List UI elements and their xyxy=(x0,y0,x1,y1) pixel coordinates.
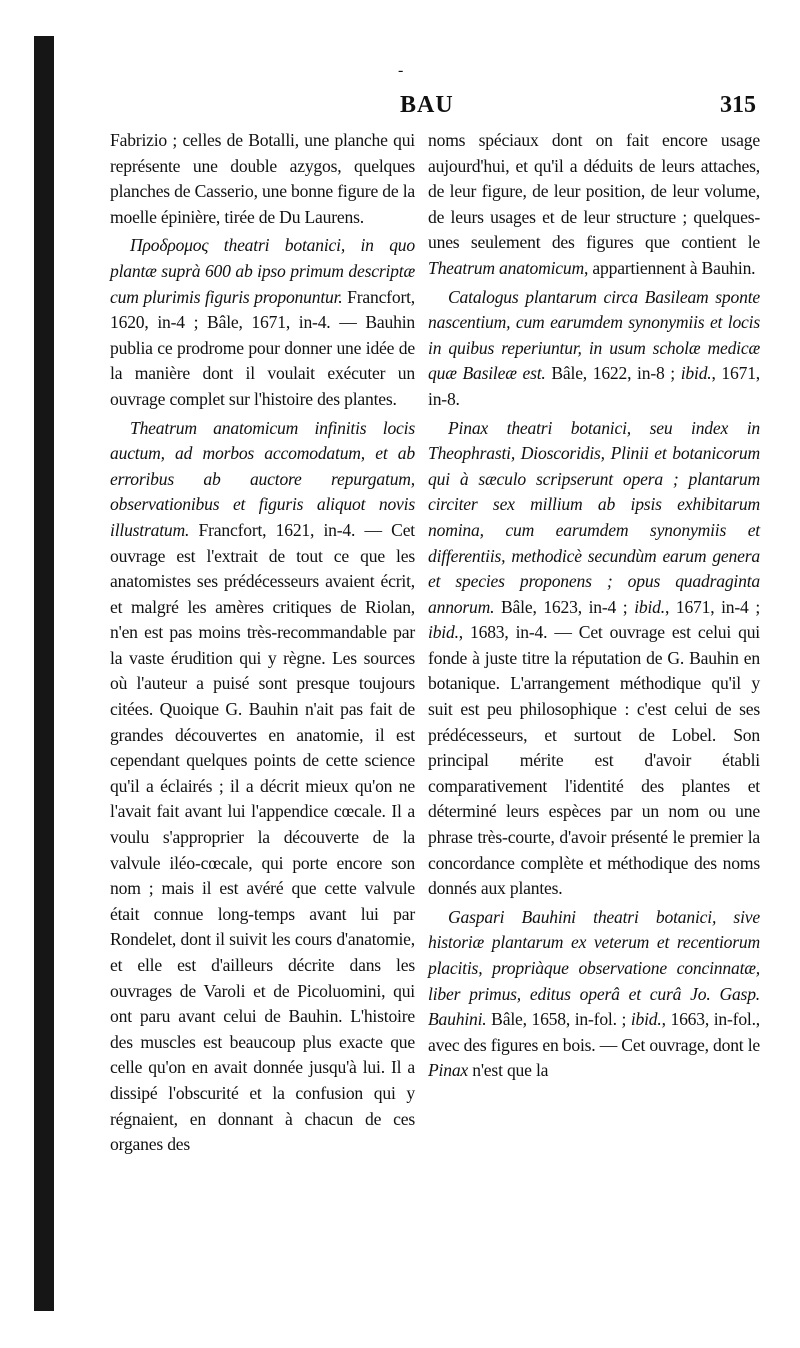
text-run: Bâle, 1623, in-4 ; xyxy=(494,596,635,617)
text-run: Bâle, 1622, in-8 ; xyxy=(545,363,681,384)
top-mark: - xyxy=(398,62,404,79)
running-title: BAU xyxy=(400,92,454,118)
paragraph-theatrum xyxy=(110,416,415,1158)
ibid-ref: ibid. xyxy=(680,363,712,384)
latin-title: Προδρομος theatri botanici, in quo plantæ suprà 600 ab ipso primum descriptæ cum plurimis figuris proponuntur. xyxy=(110,235,415,307)
text-run: Fabrizio ; celles de Botalli, une planche qui représente une double azygos, quelques planches de Casserio, une bonne figure de la moelle épinière, tirée de Du Laurens. xyxy=(110,130,415,227)
text-run: , 1683, in-4. — Cet ouvrage est celui qui fonde à juste titre la réputation de G. Bauhin en botanique. L'arrangement méthodique qu'il y suit est peu philosophique : c'est celui de ses prédécesseurs, et surtout de Lobel. Son principal mérite est d'avoir établi comparativement l'identité des plantes et déterminé leurs espèces par un nom ou une phrase très-courte, d'avoir présenté le premier la concordance complète et méthodique des noms donnés aux plantes. xyxy=(428,622,760,899)
text-run: Francfort, 1620, in-4 ; Bâle, 1671, in-4. — Bauhin publia ce prodrome pour donner une idée de la manière dont il voulait exécuter un ouvrage complet sur l'histoire des plantes. xyxy=(110,286,415,409)
text-run: Francfort, 1621, in-4. — Cet ouvrage est l'extrait de tout ce que les anatomistes ses prédécesseurs avaient écrit, et malgré les amères critiques de Riolan, n'en est pas moins très-recommandable par la vaste érudition qui y règne. Les sources où l'auteur a puisé sont presque toujours citées. Quoique G. Bauhin n'ait pas fait de grandes découvertes en anatomie, il est cependant quelques points de cette science qu'il a éclairés ; il a décrit mieux qu'on ne l'avait fait avant lui l'appendice cœcale. Il a voulu s'approprier la découverte de la valvule iléo-cœcale, qui porte encore son nom ; mais il est avéré que cette valvule était connue long-temps avant lui par Rondelet, dont il suivit les cours d'anatomie, et elle est d'ailleurs décrite dans les ouvrages de Varoli et de Picoluomini, qui ont paru avant celui de Bauhin. L'histoire des muscles est beaucoup plus exacte que celle qu'on en avait donnée jusqu'à lui. Il a dissipé l'obscurité et la confusion qui y régnaient, en donnant à chacun de ces organes des xyxy=(110,519,415,1155)
paragraph-prodromos xyxy=(110,233,415,412)
latin-title: Pinax theatri botanici, seu index in Theophrasti, Dioscoridis, Plinii et botanicorum qui à sæculo scripserunt opera ; plantarum circiter sex millium ab ipsis exhibitarum nomina, cum earumdem synonymiis et differentiis, methodicè secundùm earum genera et species proponens ; opus quadraginta annorum. xyxy=(428,417,760,617)
ibid-ref: ibid. xyxy=(634,596,665,617)
running-head xyxy=(110,92,756,122)
latin-title: Theatrum anatomicum infinitis locis auctum, ad morbos accomodatum, et ab erroribus ab auctore repurgatum, observationibus et figuris aliquot novis illustratum. xyxy=(110,417,415,540)
latin-title: Catalogus plantarum circa Basileam sponte nascentium, cum earumdem synonymiis et locis in quibus reperiuntur, in usum scholæ medicæ quæ Basileæ est. xyxy=(428,286,760,384)
latin-title: Gaspari Bauhini theatri botanici, sive historiæ plantarum ex veterum et recentiorum placitis, propriàque observatione concinnatæ, liber primus, editus operâ et curâ Jo. Gasp. Bauhini. xyxy=(428,906,760,1030)
latin-title: Pinax xyxy=(428,1060,469,1081)
book-binding-edge xyxy=(34,36,54,1311)
paragraph-catalogus xyxy=(428,285,760,413)
page-number: 315 xyxy=(720,92,756,118)
text-run: , appartiennent à Bauhin. xyxy=(584,257,756,278)
ibid-ref: ibid. xyxy=(630,1009,662,1030)
paragraph-noms xyxy=(428,128,760,282)
latin-title: Theatrum anatomicum xyxy=(428,257,585,278)
paragraph-fabrizio xyxy=(110,128,415,230)
text-run: , 1671, in-4 ; xyxy=(664,596,761,617)
ibid-ref: ibid. xyxy=(428,622,459,643)
paragraph-pinax xyxy=(428,416,760,902)
left-column xyxy=(110,128,415,1161)
text-run: noms spéciaux dont on fait encore usage aujourd'hui, et qu'il a déduits de leurs attaches, de leur figure, de leur position, de leur volume, de leurs usages et de leur structure ; quelques-unes seulement des figures que contient le xyxy=(428,130,760,253)
text-run: Bâle, 1658, in-fol. ; xyxy=(486,1009,631,1030)
text-run: , 1663, in-fol., avec des figures en bois. — Cet ouvrage, dont le xyxy=(428,1009,760,1055)
text-run: , 1671, in-8. xyxy=(428,363,761,409)
right-column xyxy=(428,128,760,1087)
text-run: n'est que la xyxy=(468,1060,549,1081)
paragraph-gaspari xyxy=(428,905,760,1084)
